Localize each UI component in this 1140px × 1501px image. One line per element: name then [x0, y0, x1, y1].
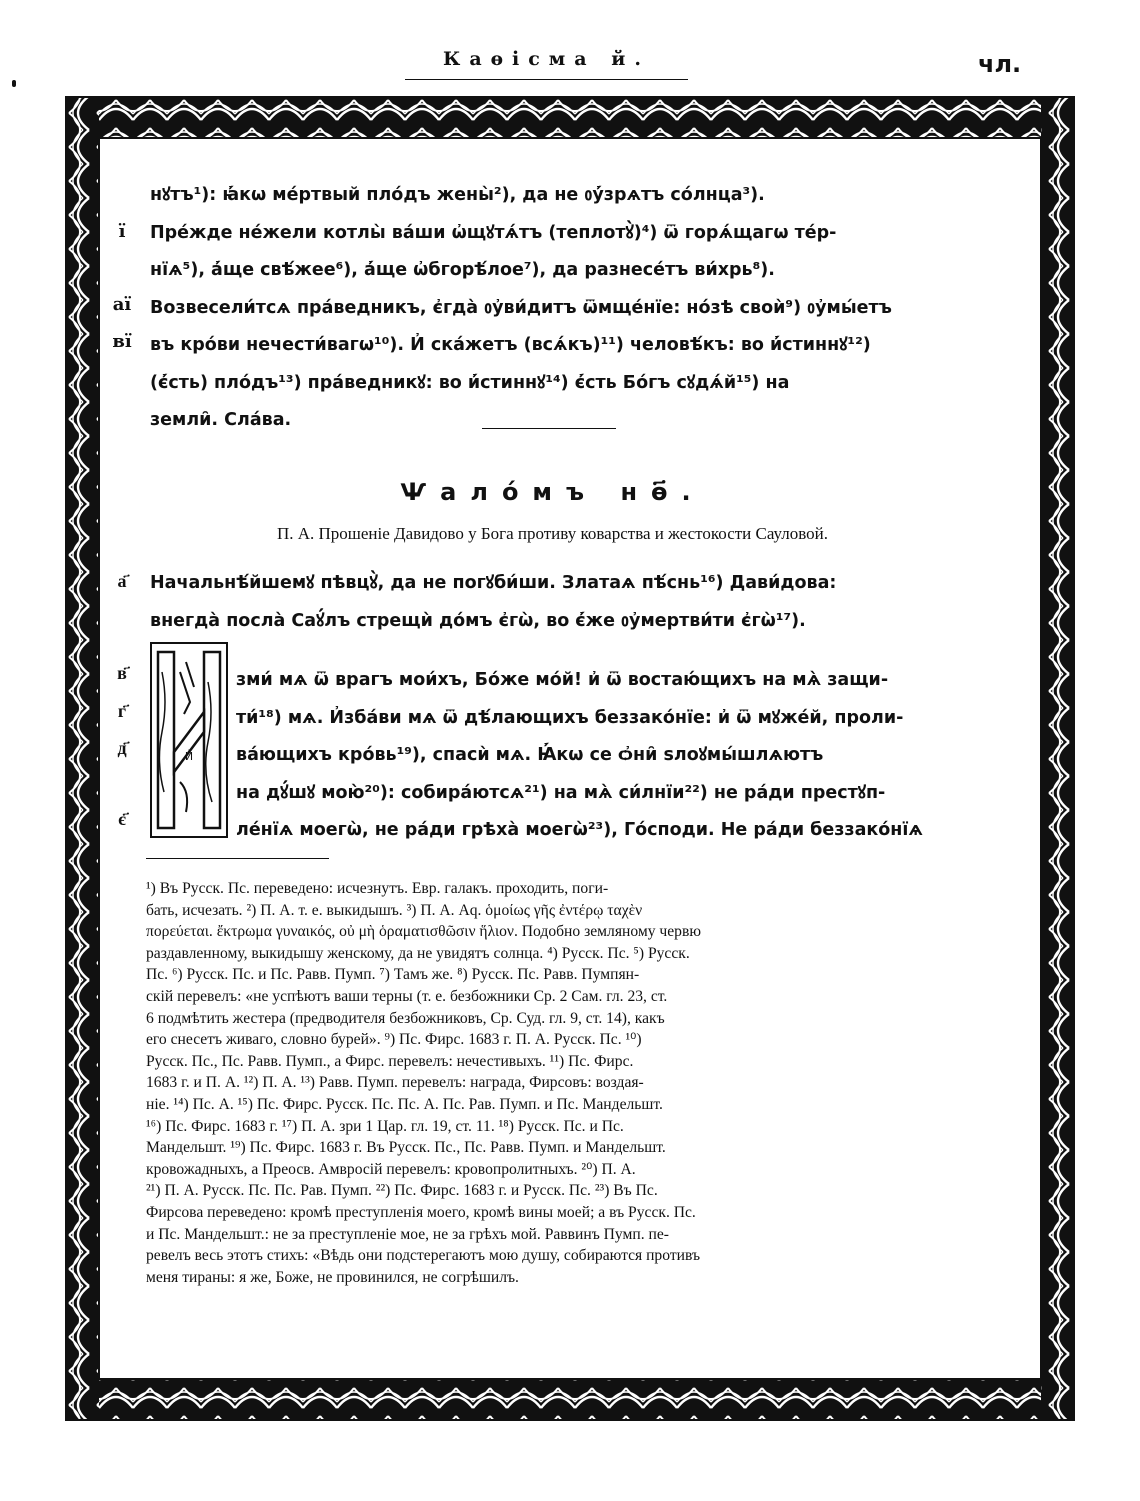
page-number: чл.: [978, 50, 1022, 78]
footnote-line: кровожадныхъ, а Преосв. Амвросій перевелъ: кровопролитныхъ. ²⁰) П. А.: [146, 1160, 636, 1178]
verse-number: є҃: [118, 809, 126, 830]
psalm-title: Ѱало́мъ нѳ҃.: [400, 478, 705, 506]
text-line: Пре́жде не́жели котлы̀ ва́ши ѡ҆щꙋтѧ́тъ (теплотꙋ̀)⁴) ѿ горѧ́щагѡ те́р-: [150, 222, 837, 243]
footnote-line: 1683 г. и П. А. ¹²) П. А. ¹³) Равв. Пумп. перевелъ: награда, Фирсовъ: воздая-: [146, 1074, 644, 1092]
footnote-line: 6 подмѣтить жестера (предводителя безбожниковъ, Ср. Суд. гл. 9, ст. 14), какъ: [146, 1009, 665, 1027]
psalm-heading-text: [150, 565, 955, 640]
footnote-line: Пс. ⁶) Русск. Пс. и Пс. Равв. Пумп. ⁷) Тамъ же. ⁸) Русск. Пс. Равв. Пумпян-: [146, 966, 640, 984]
footnote-line: πορεύεται. ἔκτρωμα γυναικός, οὐ μὴ ὁραματισθῶσιν ἥλιον. Подобно земляному червю: [146, 923, 701, 941]
text-line: земли̑. Сла́ва.: [150, 410, 292, 430]
footnote-line: Русск. Пс., Пс. Равв. Пумп., а Фирс. перевелъ: нечестивыхъ. ¹¹) Пс. Фирс.: [146, 1052, 634, 1070]
text-line: нїѧ⁵), а҆́ще свѣ́жее⁶), а҆́ще ѡ҆бгорѣ́лое⁷), да разнесе́тъ ви́хрь⁸).: [150, 260, 775, 280]
footnote-line: раздавленному, выкидышу женскому, да не увидятъ солнца. ⁴) Русск. Пс. ⁵) Русск.: [146, 944, 690, 962]
running-title: Каѳісма й.: [443, 48, 650, 70]
footnote-line: его снесетъ живаго, словно бурей». ⁹) Пс. Фирс. 1683 г. П. А. Русск. Пс. ¹⁰): [146, 1031, 642, 1049]
text-line: на дꙋ́шꙋ мою̀²⁰): собира́ютсѧ²¹) на мѧ̀ си́лнїи²²) не ра́ди престꙋп-: [236, 782, 886, 803]
footnote-line: ¹) Въ Русск. Пс. переведено: исчезнутъ. Евр. галакъ. проходить, поги-: [146, 880, 609, 897]
text-line: внегда̀ посла̀ Саꙋ́лъ стрещѝ до́мъ є҆гѡ̀, во є҆́же ᲂу҆мертви́ти є҆гѡ̀¹⁷).: [150, 610, 806, 631]
footnote-line: ніе. ¹⁴) Пс. А. ¹⁵) Пс. Фирс. Русск. Пс. Пс. А. Пс. Рав. Пумп. и Пс. Мандельшт.: [146, 1095, 663, 1113]
verse-number: д҃: [117, 738, 127, 759]
footnote-line: меня тираны: я же, Боже, не провинился, не согрѣшилъ.: [146, 1268, 519, 1286]
text-line: въ кро́ви нечести́вагѡ¹⁰). И҆ ска́жетъ (всѧ́къ)¹¹) человѣ́къ: во и҆́стиннꙋ¹²): [150, 335, 871, 355]
stray-ink-mark: [12, 80, 16, 87]
text-line: Начальнѣ́йшемꙋ пѣвцꙋ̀, да не погꙋби́ши. Златаѧ пѣ́снь¹⁶) Дави́дова:: [150, 573, 837, 593]
verse-number: аї: [112, 294, 132, 315]
footnote-line: ²¹) П. А. Русск. Пс. Пс. Рав. Пумп. ²²) Пс. Фирс. 1683 г. и Русск. Пс. ²³) Въ Пс.: [146, 1182, 658, 1200]
verse-number: г҃: [117, 701, 127, 722]
footnote-rule: [146, 858, 329, 859]
footnote-line: и Пс. Мандельшт.: не за преступленіе мое, не за грѣхъ мой. Раввинъ Пумп. пе-: [146, 1225, 669, 1243]
text-line: ва́ющихъ кро́вь¹⁹), спасѝ мѧ. Ꙗ҆́кѡ се ѻ҆ни̑ ѕлоꙋмы́шлѧютъ: [236, 745, 824, 765]
text-line: (є҆́сть) пло́дъ¹³) пра́ведникꙋ: во и҆́стиннꙋ¹⁴) є҆́сть Бо́гъ сꙋдѧ́й¹⁵) на: [150, 372, 790, 393]
psalm-superscription: П. А. Прошеніе Давидово у Бога противу коварства и жестокости Сауловой.: [276, 524, 829, 543]
text-line: ти́¹⁸) мѧ. И҆зба́ви мѧ ѿ дѣ́лающихъ беззако́нїе: и҆ ѿ мꙋже́й, проли-: [236, 707, 904, 728]
verse-number: в҃: [117, 663, 127, 684]
psalm-body-text: [236, 662, 948, 850]
verse-number: а҃: [117, 571, 127, 592]
footnotes: [146, 878, 942, 1288]
footnote-line: бать, исчезать. ²) П. А. т. е. выкидышъ. ³) П. А. Aq. ὁμοίως γῆς ἐντέρῳ ταχὲν: [146, 901, 643, 919]
text-line: Возвесели́тсѧ пра́ведникъ, є҆гда̀ ᲂу҆ви́дитъ ѿмще́нїе: но́зѣ своѝ⁹) ᲂу҆мы́етъ: [150, 297, 892, 318]
footnote-line: Фирсова переведено: кромѣ преступленія моего, кромѣ вины моей; а въ Русск. Пс.: [146, 1203, 696, 1221]
running-title-rule: [405, 79, 688, 80]
text-line: зми́ мѧ ѿ врагъ мои́хъ, Бо́же мо́й! и҆ ѿ востаю́щихъ на мѧ̀ защи-: [236, 670, 889, 690]
footnote-line: скій перевелъ: «не успѣютъ ваши терны (т. е. безбожники Ср. 2 Сам. гл. 23, ст.: [146, 987, 668, 1005]
footnote-line: ревелъ весь этотъ стихъ: «Вѣдь они подстерегаютъ мою душу, собираются противъ: [146, 1247, 701, 1265]
initial-letter: И҆: [184, 750, 194, 763]
verse-number: вї: [112, 331, 132, 352]
verse-number: ї: [118, 221, 126, 242]
decorated-initial: [150, 642, 228, 838]
footnote-line: Мандельшт. ¹⁹) Пс. Фирс. 1683 г. Въ Русск. Пс., Пс. Равв. Пумп. и Мандельшт.: [146, 1139, 666, 1157]
text-line: нꙋтъ¹): ꙗ҆́кѡ ме́ртвый пло́дъ жены̀²), да не ᲂу҆́зрѧтъ со́лнца³).: [150, 185, 765, 205]
prev-psalm-text: [150, 177, 955, 440]
footnote-line: ¹⁶) Пс. Фирс. 1683 г. ¹⁷) П. А. зри 1 Цар. гл. 19, ст. 11. ¹⁸) Русск. Пс. и Пс.: [146, 1117, 624, 1135]
section-divider: [482, 428, 616, 429]
text-line: ле́нїѧ моегѡ̀, не ра́ди грѣха̀ моегѡ̀²³), Го́споди. Не ра́ди беззако́нїѧ: [236, 820, 923, 840]
